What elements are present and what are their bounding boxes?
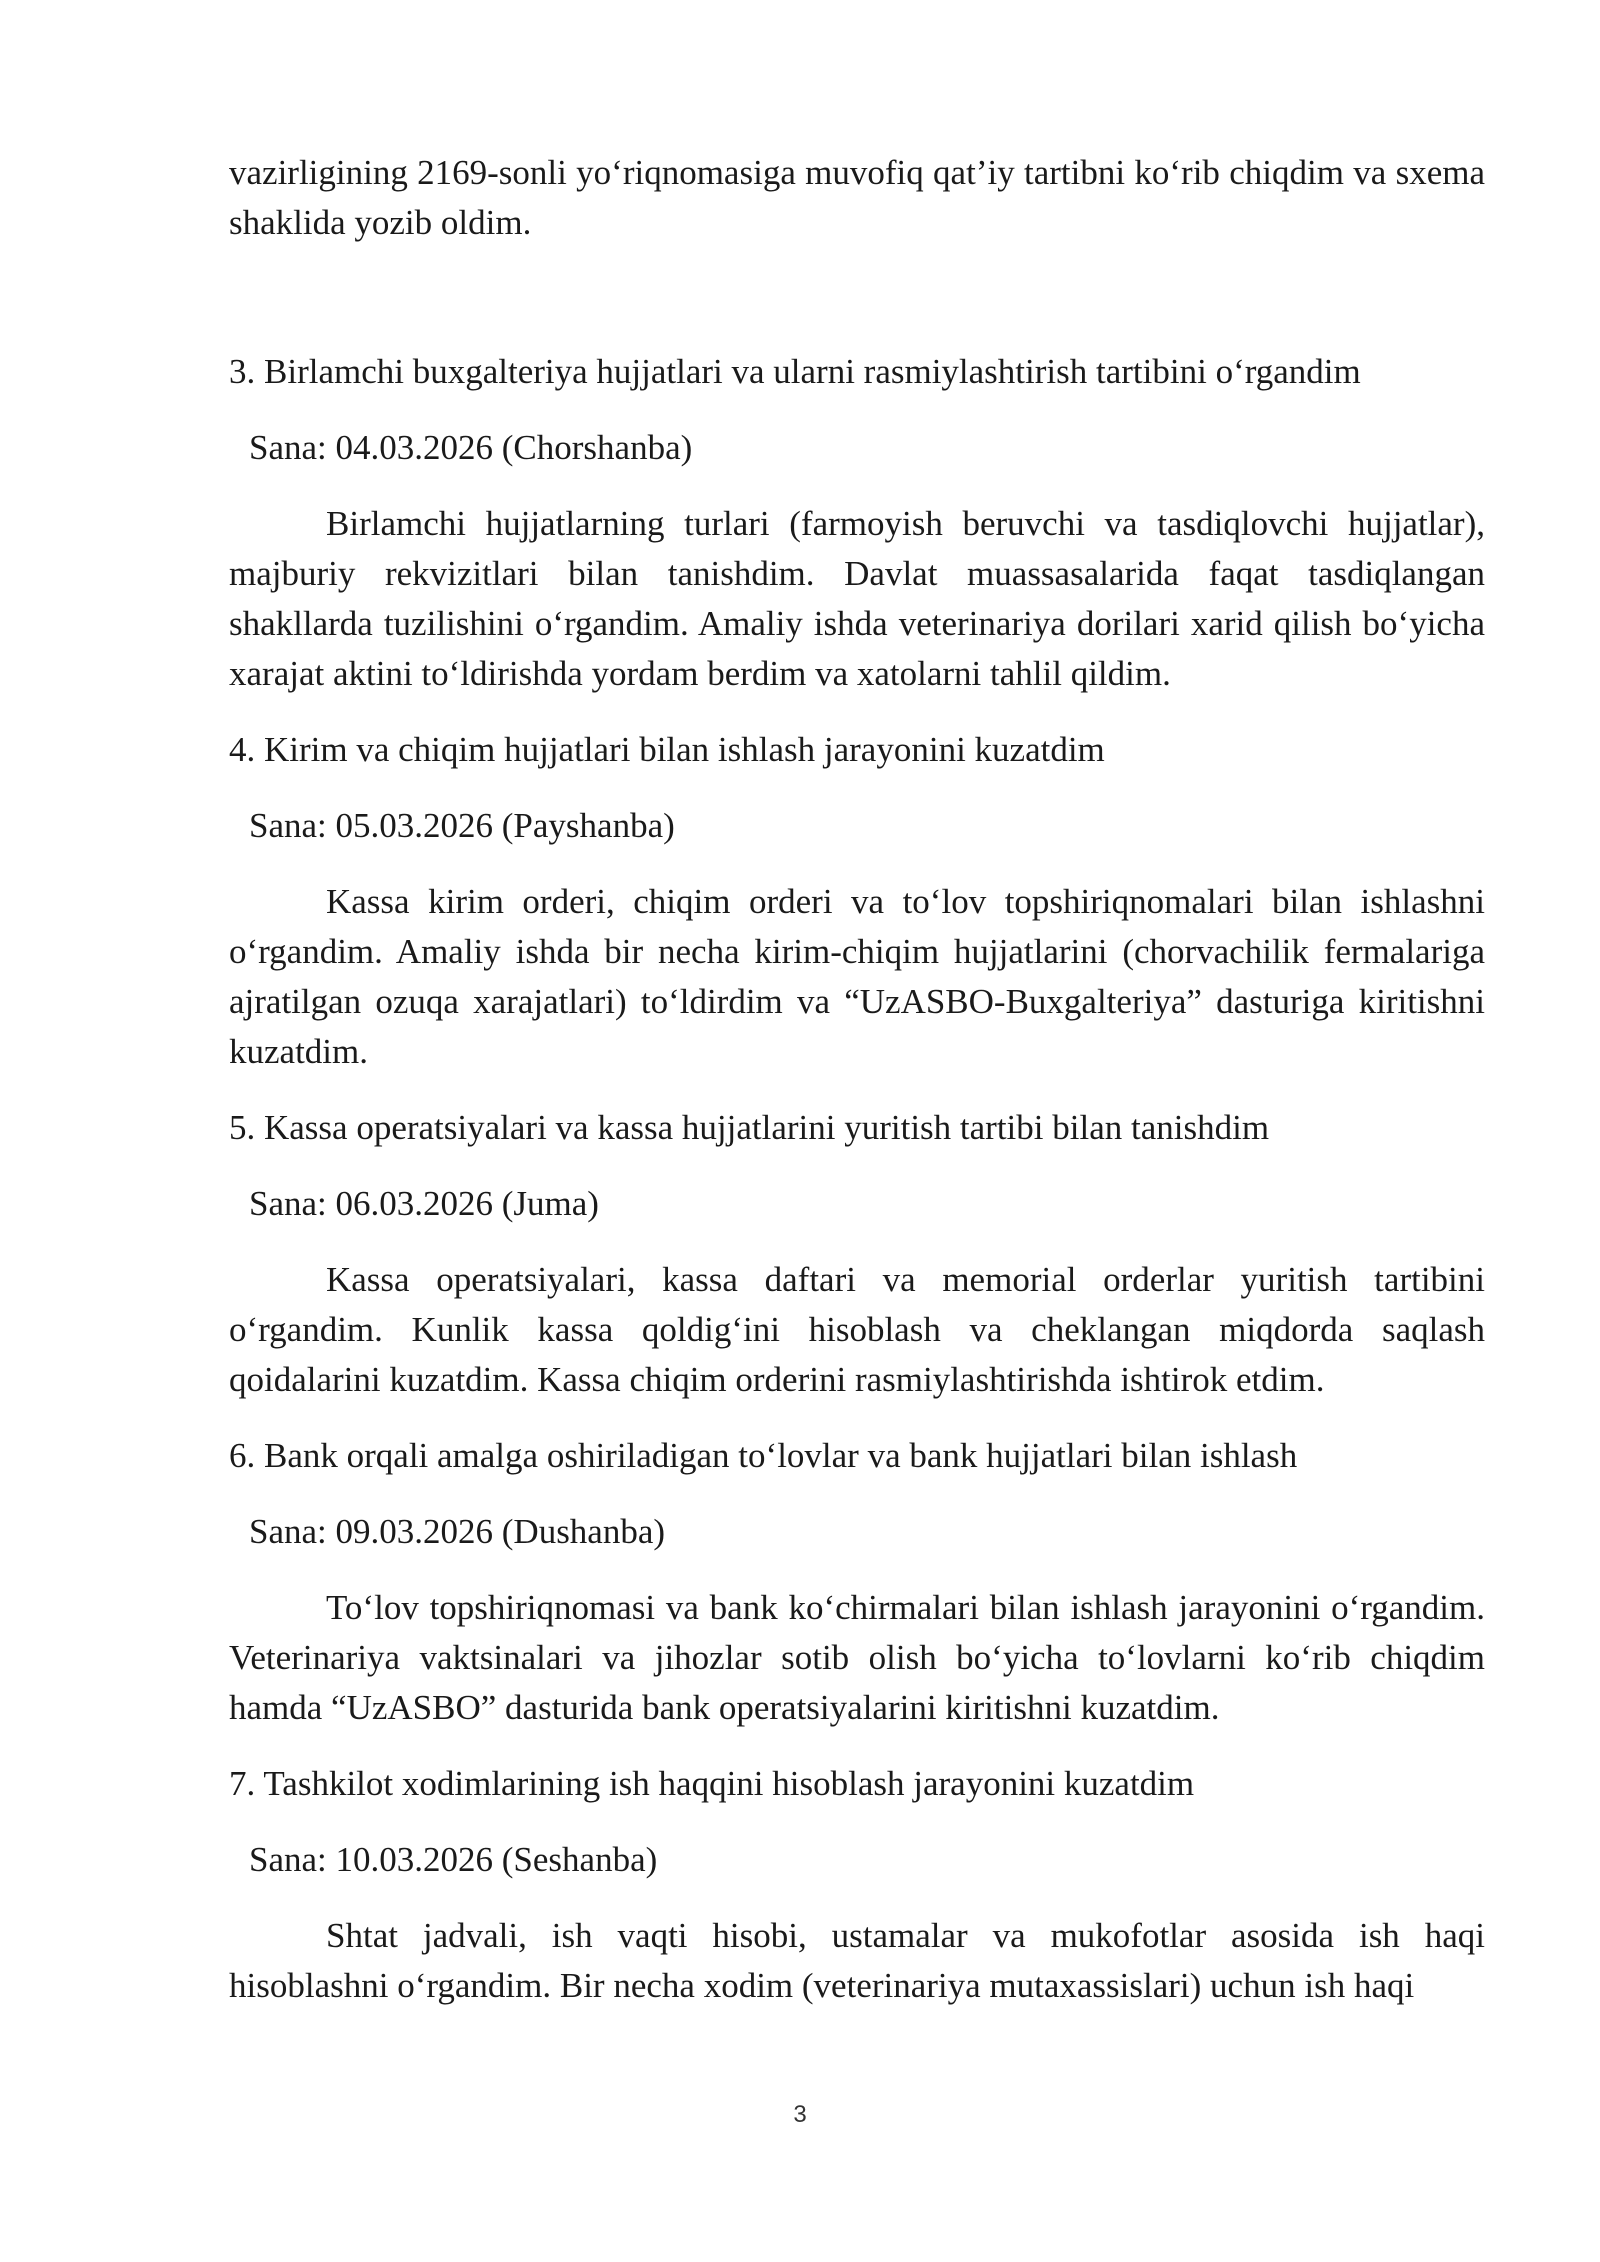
section-4-heading: 4. Kirim va chiqim hujjatlari bilan ishlash jarayonini kuzatdim [229,730,1105,769]
page-number: 3 [793,2101,807,2128]
section-7-heading: 7. Tashkilot xodimlarining ish haqqini hisoblash jarayonini kuzatdim [229,1764,1195,1803]
intro-paragraph: vazirligining 2169-sonli yo‘riqnomasiga muvofiq qat’iy tartibni ko‘rib chiqdim va sxema shaklida yozib oldim. [229,153,1485,242]
section-3-body: Birlamchi hujjatlarning turlari (farmoyish beruvchi va tasdiqlovchi hujjatlar), majburiy rekvizitlari bilan tanishdim. Davlat muassasalarida faqat tasdiqlangan shakllarda tuzilishini o‘rgandim. Amaliy ishda veterinariya dorilari xarid qilish bo‘yicha xarajat aktini to‘ldirishda yordam berdim va xatolarni tahlil qildim. [229,504,1485,693]
section-7-body: Shtat jadvali, ish vaqti hisobi, ustamalar va mukofotlar asosida ish haqi hisoblashni o‘rgandim. Bir necha xodim (veterinariya mutaxassislari) uchun ish haqi [229,1916,1485,2005]
section-3-heading: 3. Birlamchi buxgalteriya hujjatlari va ularni rasmiylashtirish tartibini o‘rgandim [229,352,1361,391]
section-6-date: Sana: 09.03.2026 (Dushanba) [249,1512,666,1551]
section-5-body: Kassa operatsiyalari, kassa daftari va memorial orderlar yuritish tartibini o‘rgandim. Kunlik kassa qoldig‘ini hisoblash va cheklangan miqdorda saqlash qoidalarini kuzatdim. Kassa chiqim orderini rasmiylashtirishda ishtirok etdim. [229,1260,1485,1399]
section-3-date: Sana: 04.03.2026 (Chorshanba) [249,428,693,467]
section-5-date: Sana: 06.03.2026 (Juma) [249,1184,599,1223]
section-5-heading: 5. Kassa operatsiyalari va kassa hujjatlarini yuritish tartibi bilan tanishdim [229,1108,1270,1147]
page-content [229,148,1485,2011]
section-4-date: Sana: 05.03.2026 (Payshanba) [249,806,675,845]
section-4-body: Kassa kirim orderi, chiqim orderi va to‘lov topshiriqnomalari bilan ishlashni o‘rgandim. Amaliy ishda bir necha kirim-chiqim hujjatlarini (chorvachilik fermalariga ajratilgan ozuqa xarajatlari) to‘ldirdim va “UzASBO-Buxgalteriya” dasturiga kiritishni kuzatdim. [229,882,1485,1071]
section-6-body: To‘lov topshiriqnomasi va bank ko‘chirmalari bilan ishlash jarayonini o‘rgandim. Veterinariya vaktsinalari va jihozlar sotib olish bo‘yicha to‘lovlarni ko‘rib chiqdim hamda “UzASBO” dasturida bank operatsiyalarini kiritishni kuzatdim. [229,1588,1485,1727]
section-6-heading: 6. Bank orqali amalga oshiriladigan to‘lovlar va bank hujjatlari bilan ishlash [229,1436,1298,1475]
section-7-date: Sana: 10.03.2026 (Seshanba) [249,1840,658,1879]
